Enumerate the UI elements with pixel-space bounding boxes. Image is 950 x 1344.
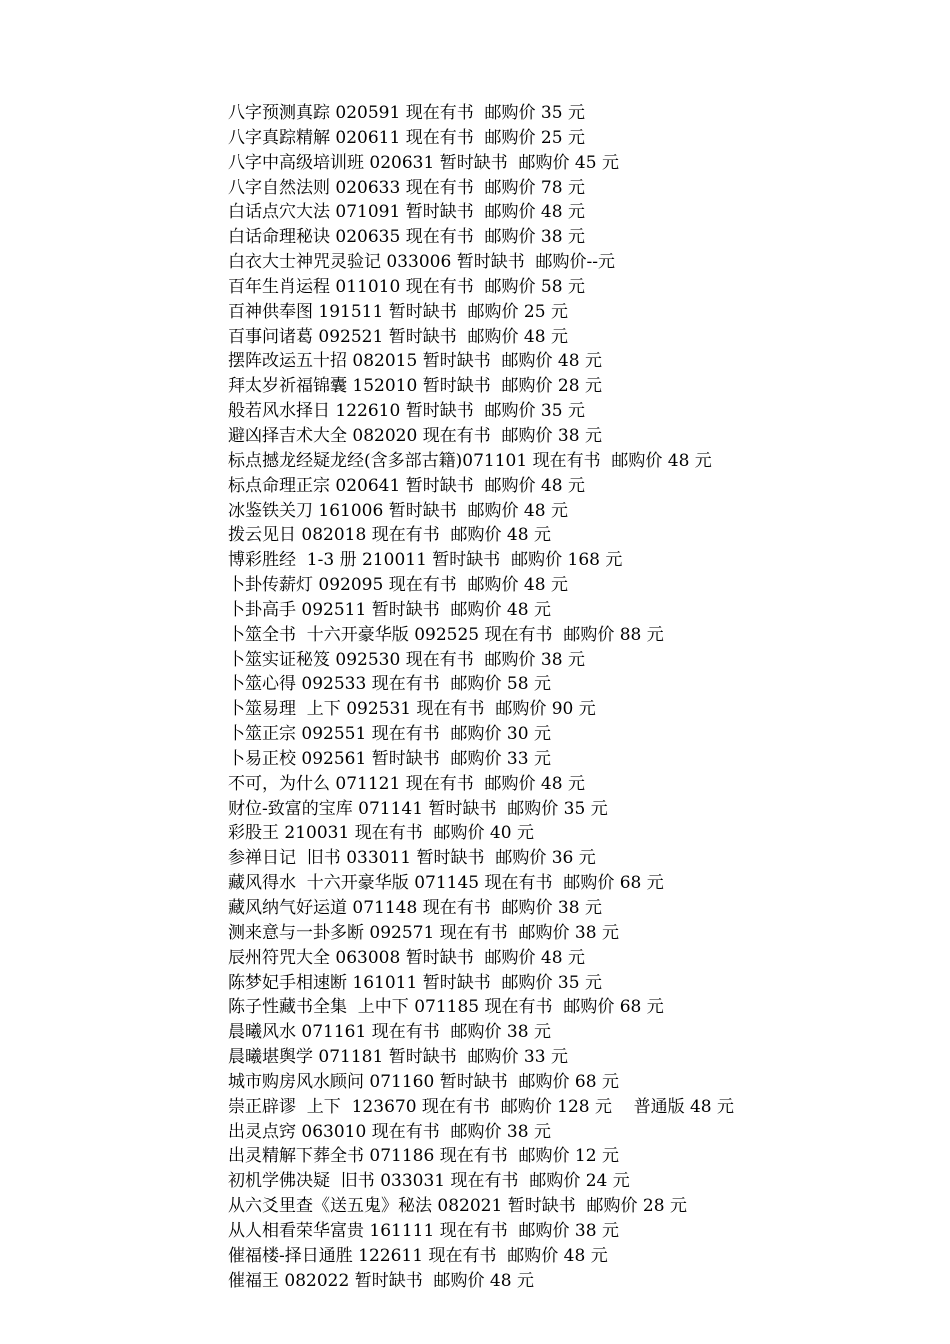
book-list-line: 城市购房风水顾问 071160 暂时缺书 邮购价 68 元 bbox=[228, 1071, 619, 1092]
book-list-line: 般若风水择日 122610 暂时缺书 邮购价 35 元 bbox=[228, 401, 585, 422]
book-list-line: 藏风纳气好运道 071148 现在有书 邮购价 38 元 bbox=[228, 898, 602, 918]
book-list-line: 测来意与一卦多断 092571 现在有书 邮购价 38 元 bbox=[228, 922, 619, 943]
book-list-line: 百神供奉图 191511 暂时缺书 邮购价 25 元 bbox=[228, 301, 568, 322]
book-list-line: 卜筮正宗 092551 现在有书 邮购价 30 元 bbox=[228, 724, 551, 745]
book-list-line: 百事问诸葛 092521 暂时缺书 邮购价 48 元 bbox=[228, 326, 568, 347]
book-list-line: 参禅日记 旧书 033011 暂时缺书 邮购价 36 元 bbox=[228, 848, 596, 869]
book-list-line: 卜卦传薪灯 092095 现在有书 邮购价 48 元 bbox=[228, 575, 568, 596]
book-list-line: 陈梦妃手相速断 161011 暂时缺书 邮购价 35 元 bbox=[228, 972, 602, 993]
book-list-line: 陈子性藏书全集 上中下 071185 现在有书 邮购价 68 元 bbox=[228, 997, 664, 1018]
book-list-line: 百年生肖运程 011010 现在有书 邮购价 58 元 bbox=[228, 276, 585, 297]
book-list-line: 晨曦风水 071161 现在有书 邮购价 38 元 bbox=[228, 1022, 551, 1043]
book-list-line: 卜卦高手 092511 暂时缺书 邮购价 48 元 bbox=[228, 599, 551, 620]
book-list-line: 卜筮心得 092533 现在有书 邮购价 58 元 bbox=[228, 674, 551, 695]
book-list-line: 八字真踪精解 020611 现在有书 邮购价 25 元 bbox=[228, 127, 585, 148]
book-list-line: 不可，为什么 071121 现在有书 邮购价 48 元 bbox=[228, 773, 585, 794]
book-list-line: 从六爻里查《送五鬼》秘法 082021 暂时缺书 邮购价 28 元 bbox=[228, 1196, 687, 1217]
book-list-line: 初机学佛决疑 旧书 033031 现在有书 邮购价 24 元 bbox=[228, 1171, 630, 1192]
book-list-line: 标点命理正宗 020641 暂时缺书 邮购价 48 元 bbox=[228, 475, 585, 496]
book-list-line: 摆阵改运五十招 082015 暂时缺书 邮购价 48 元 bbox=[228, 351, 602, 372]
book-list-line: 拨云见日 082018 现在有书 邮购价 48 元 bbox=[228, 525, 551, 546]
book-list-line: 卜易正校 092561 暂时缺书 邮购价 33 元 bbox=[228, 748, 551, 769]
book-list-line: 辰州符咒大全 063008 暂时缺书 邮购价 48 元 bbox=[228, 947, 585, 968]
book-list-line: 催福王 082022 暂时缺书 邮购价 48 元 bbox=[228, 1270, 534, 1291]
book-list-line: 白话点穴大法 071091 暂时缺书 邮购价 48 元 bbox=[228, 202, 585, 223]
book-list-line: 白话命理秘诀 020635 现在有书 邮购价 38 元 bbox=[228, 227, 585, 248]
book-list-line: 从人相看荣华富贵 161111 现在有书 邮购价 38 元 bbox=[228, 1220, 619, 1241]
book-list-line: 卜筮全书 十六开豪华版 092525 现在有书 邮购价 88 元 bbox=[228, 624, 664, 645]
book-list-line: 八字中高级培训班 020631 暂时缺书 邮购价 45 元 bbox=[228, 152, 619, 173]
book-list-line: 出灵精解下葬全书 071186 现在有书 邮购价 12 元 bbox=[228, 1146, 619, 1167]
book-list-line: 催福楼-择日通胜 122611 现在有书 邮购价 48 元 bbox=[228, 1245, 608, 1266]
book-list-line: 白衣大士神咒灵验记 033006 暂时缺书 邮购价--元 bbox=[228, 252, 615, 273]
book-list-line: 标点撼龙经疑龙经(含多部古籍)071101 现在有书 邮购价 48 元 bbox=[228, 450, 712, 471]
book-list-line: 藏风得水 十六开豪华版 071145 现在有书 邮购价 68 元 bbox=[228, 873, 664, 894]
book-list-line: 卜筮实证秘笈 092530 现在有书 邮购价 38 元 bbox=[228, 649, 585, 670]
book-list-line: 避凶择吉术大全 082020 现在有书 邮购价 38 元 bbox=[228, 425, 602, 446]
book-list-line: 博彩胜经 1-3 册 210011 暂时缺书 邮购价 168 元 bbox=[228, 550, 623, 571]
book-list-line: 八字自然法则 020633 现在有书 邮购价 78 元 bbox=[228, 177, 585, 198]
book-list-line: 彩股王 210031 现在有书 邮购价 40 元 bbox=[228, 823, 534, 844]
book-list-line: 拜太岁祈福锦囊 152010 暂时缺书 邮购价 28 元 bbox=[228, 376, 602, 397]
book-list-line: 崇正辟谬 上下 123670 现在有书 邮购价 128 元 普通版 48 元 bbox=[228, 1096, 735, 1117]
book-list-line: 卜筮易理 上下 092531 现在有书 邮购价 90 元 bbox=[228, 699, 596, 720]
book-list-line: 出灵点窍 063010 现在有书 邮购价 38 元 bbox=[228, 1121, 551, 1142]
book-list-line: 冰鉴铁关刀 161006 暂时缺书 邮购价 48 元 bbox=[228, 500, 568, 521]
book-list-line: 八字预测真踪 020591 现在有书 邮购价 35 元 bbox=[228, 103, 585, 123]
book-list-line: 晨曦堪舆学 071181 暂时缺书 邮购价 33 元 bbox=[228, 1047, 568, 1068]
book-price-list bbox=[228, 101, 734, 1294]
book-list-line: 财位-致富的宝库 071141 暂时缺书 邮购价 35 元 bbox=[228, 798, 608, 819]
